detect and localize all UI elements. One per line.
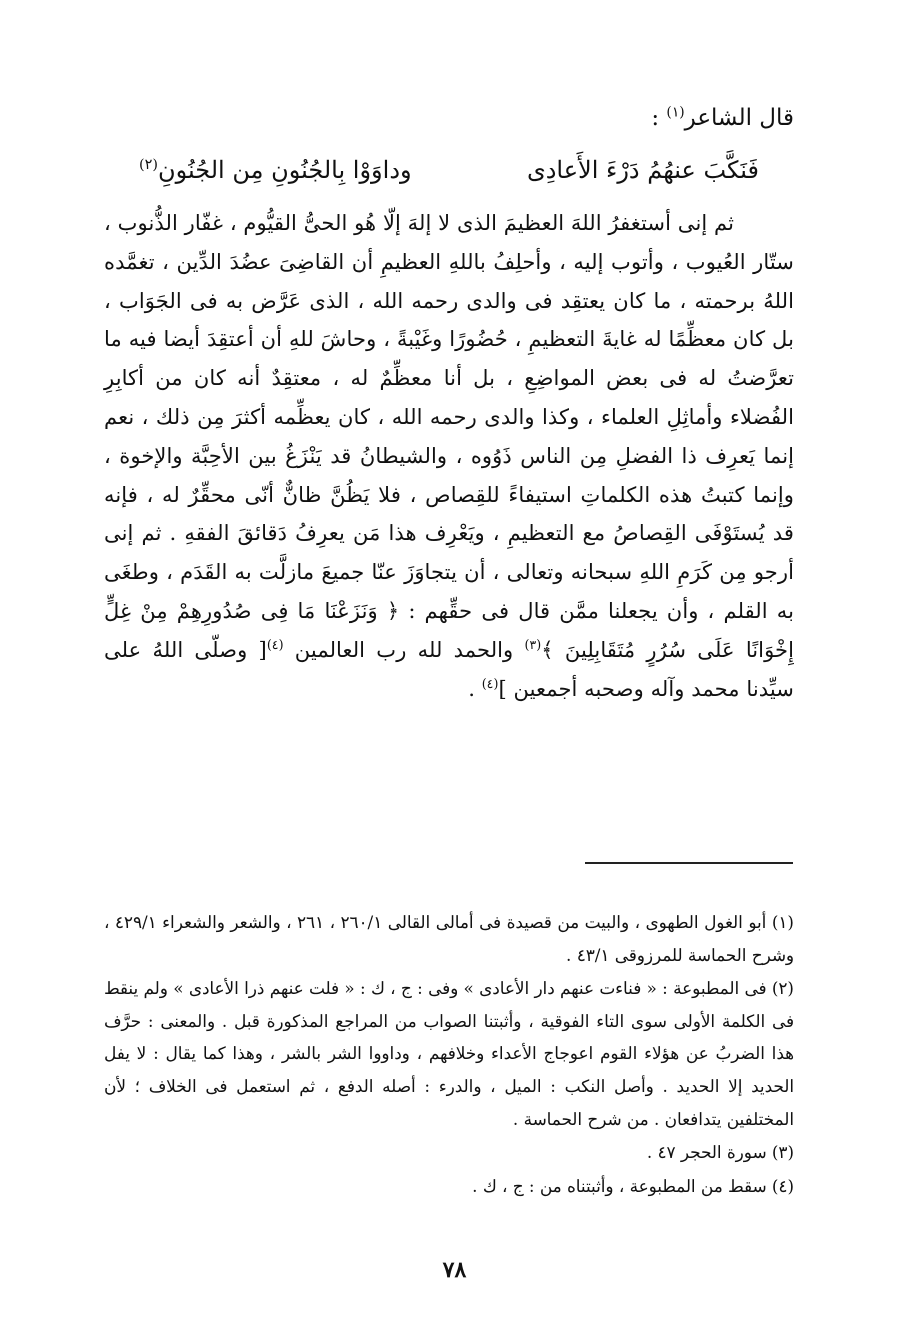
poet-intro-text: قال الشاعر [684, 105, 794, 131]
footnote-text: فى المطبوعة : « فناءت عنهم دار الأعادى » وفى : ج ، ك : « فلت عنهم ذرا الأعادى » ولم ينقط فى الكلمة الأولى سوى التاء الفوقية ، وأثبتنا الصواب من المراجع المذكورة قبل . والمعنى : حرَّف هذا الضربُ عن هؤلاء القوم اعوجاج الأعداء وخلافهم ، وداووا الشر بالشر ، وهذا كما يقال : لا يفل الحديد إلا الحديد . وأصل النكب : الميل ، والدرء : أصله الدفع ، ثم استعمل فى الخلاف ؛ لأن المختلفين يتدافعان . من شرح الحماسة . [104, 978, 794, 1129]
footnotes [104, 906, 794, 1203]
footnote-item [104, 972, 794, 1135]
footnote-number: (٤) [771, 1175, 794, 1196]
poet-intro-colon: : [651, 105, 667, 131]
footnote-ref-4-open: (٤) [266, 636, 284, 652]
quran-verse: ﴿ وَنَزَعْنَا مَا فِى صُدُورِهِمْ مِنْ غِلٍّ إِخْوَانًا عَلَى سُرُرٍ مُتَقَابِلِينَ ﴾ [104, 597, 794, 662]
footnote-ref-1: (١) [666, 104, 685, 121]
main-paragraph [104, 204, 794, 708]
footnote-ref-4-close: (٤) [481, 675, 499, 691]
footnote-text: سقط من المطبوعة ، وأثبتناه من : ج ، ك . [472, 1175, 767, 1196]
footnote-number: (٢) [771, 978, 794, 999]
page-number: ٧٨ [442, 1257, 467, 1283]
footnote-item [104, 906, 794, 971]
footnote-number: (٣) [771, 1142, 794, 1163]
poem-verse [139, 150, 759, 190]
footnote-item [104, 1136, 794, 1169]
footnote-separator [585, 862, 793, 864]
paragraph-text-2: والحمد لله رب العالمين [283, 636, 525, 662]
footnote-ref-2: (٢) [139, 157, 158, 173]
paragraph-text-1: ثم إنى أستغفرُ اللهَ العظيمَ الذى لا إلهَ إلّا هُو الحىُّ القيُّوم ، غفّار الذُّنوب ، ستّار العُيوب ، وأتوب إليه ، وأحلِفُ باللهِ العظيمِ أن القاضِىَ عضُدَ الدِّين ، تغمَّده اللهُ برحمته ، ما كان يعتقِد فى والدى رحمه الله ، الذى عَرَّض به فى الجَوَاب ، بل كان معظِّمًا له غايةَ التعظيمِ ، حُضُورًا وغَيْبةً ، وحاشَ للهِ أن أعتقِدَ أيضا فيه ما تعرَّضتُ له فى بعض المواضِعِ ، بل أنا معظِّمٌ له ، معتقِدٌ أنه كان من أكابِرِ الفُضلاء وأماثِلِ العلماء ، وكذا والدى رحمه الله ، كان يعظِّمه أكثرَ مِن ذلك ، نعم إنما يَعرِف ذا الفضلِ مِن الناس ذَوُوه ، والشيطانُ قد يَنْزَغُ بين الأحِبَّة والإخوة ، وإنما كتبتُ هذه الكلماتِ استيفاءً للقِصاص ، فلا يَظُنَّ ظانٌّ أنّى محقِّرٌ له ، فإنه قد يُستَوْفَى القِصاصُ مع التعظيمِ ، ويَعْرِف هذا مَن يعرِفُ دَقائقَ الفقهِ . ثم إنى أرجو مِن كَرَمِ اللهِ سبحانه وتعالى ، أن يتجاوَزَ عنّا جميعَ مازلَّت به القَدَم ، وطغَى به القلم ، وأن يجعلنا ممَّن قال فى حقِّهم : [104, 210, 794, 623]
bracketed-addition: [ وصلّى اللهُ على سيِّدنا محمد وآله وصحبه أجمعين ] [104, 636, 794, 701]
verse-hemistich-second-wrap [139, 150, 412, 190]
footnote-ref-3: (٣) [524, 636, 542, 652]
verse-hemistich-first: فَنَكَّبَ عنهُمُ دَرْءَ الأَعادِى [526, 156, 759, 184]
footnote-text: أبو الغول الطهوى ، والبيت من قصيدة فى أمالى القالى ٢٦٠/١ ، ٢٦١ ، والشعر والشعراء ٤٢٩/١ ، وشرح الحماسة للمرزوقى ٤٣/١ . [104, 912, 794, 965]
footnote-number: (١) [771, 912, 794, 932]
footnote-item [104, 1170, 794, 1203]
paragraph-end: . [468, 675, 482, 701]
verse-hemistich-second: وداوَوْا بِالجُنُونِ مِن الجُنُونِ [157, 156, 412, 184]
poet-intro-line [651, 100, 794, 136]
footnote-text: سورة الحجر ٤٧ . [646, 1142, 767, 1163]
